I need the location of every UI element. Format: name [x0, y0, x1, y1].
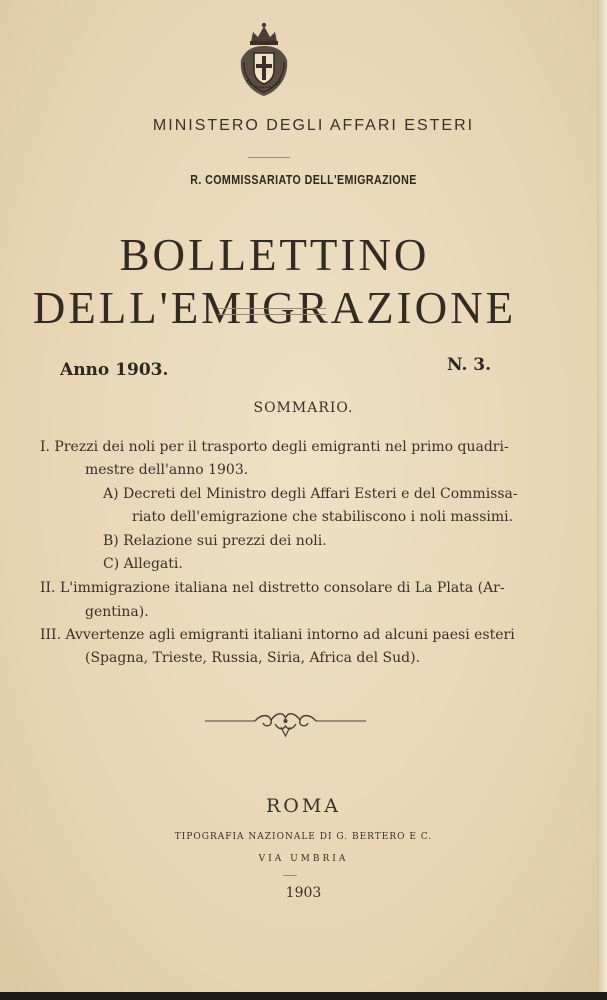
divider-rule [248, 157, 290, 158]
summary-line: III. Avvertenze agli emigranti italiani intorno ad alcuni paesi esteri [40, 627, 515, 643]
summary-line: B) Relazione sui prezzi dei noli. [103, 533, 327, 549]
summary-line: gentina). [85, 604, 149, 620]
divider-rule [283, 875, 297, 876]
imprint-street: VIA UMBRIA [258, 854, 349, 864]
page-edge-bottom [0, 992, 607, 1000]
ornament-flourish-icon [203, 708, 368, 738]
year-label: Anno 1903. [60, 360, 169, 380]
summary-line: II. L'immigrazione italiana nel distretto consolare di La Plata (Ar- [40, 580, 505, 596]
document-title: BOLLETTINO DELL'EMIGRAZIONE [32, 229, 517, 333]
summary-line: C) Allegati. [103, 556, 183, 572]
summary-line: A) Decreti del Ministro degli Affari Esteri e del Commissa- [103, 486, 518, 502]
summary-heading: SOMMARIO. [253, 400, 354, 416]
commissariato-heading: R. COMMISSARIATO DELL'EMIGRAZIONE [190, 172, 417, 187]
double-divider-rule [218, 308, 326, 315]
imprint-city: ROMA [265, 795, 342, 817]
imprint-printer: TIPOGRAFIA NAZIONALE DI G. BERTERO E C. [174, 832, 433, 842]
ministry-heading: MINISTERO DEGLI AFFARI ESTERI [152, 117, 475, 134]
summary-line: I. Prezzi dei noli per il trasporto degli emigranti nel primo quadri- [40, 439, 509, 455]
imprint-year: 1903 [285, 885, 322, 901]
summary-line: mestre dell'anno 1903. [85, 462, 249, 478]
summary-line: (Spagna, Trieste, Russia, Siria, Africa del Sud). [85, 650, 421, 666]
summary-line: riato dell'emigrazione che stabiliscono i noli massimi. [132, 509, 514, 525]
issue-number: N. 3. [447, 355, 492, 375]
page-edge-right [597, 0, 607, 1000]
royal-crest-icon [233, 20, 295, 98]
